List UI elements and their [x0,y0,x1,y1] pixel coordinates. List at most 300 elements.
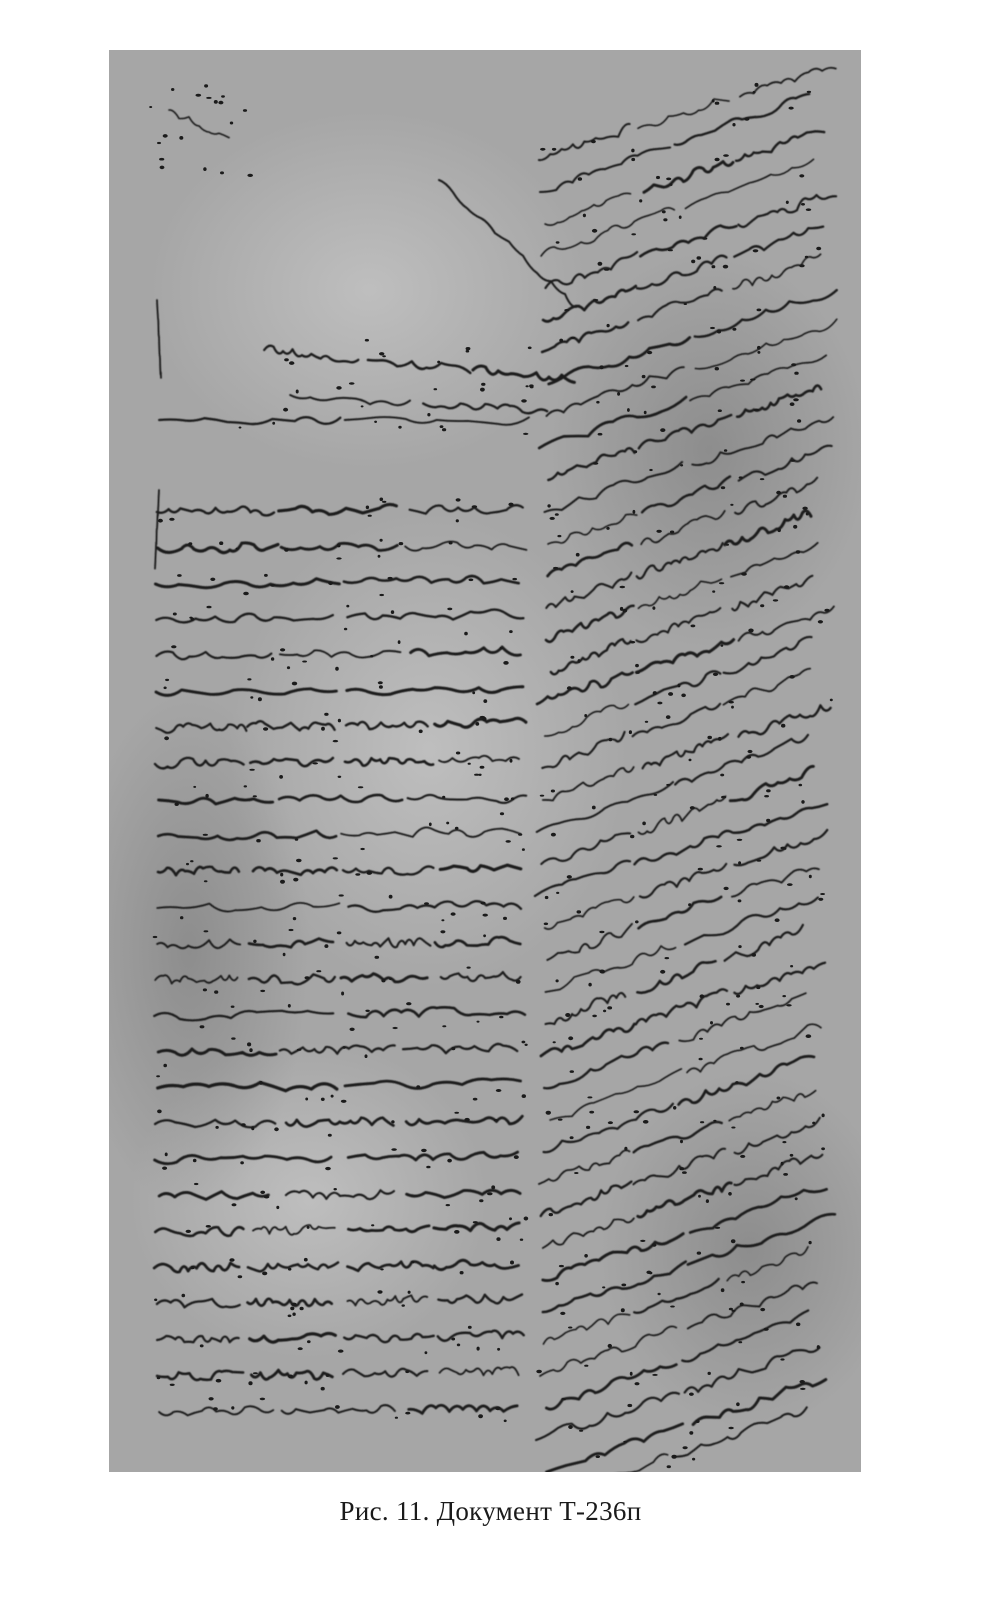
ink-dot [710,327,715,329]
ink-dot [504,1420,507,1423]
ink-dot [698,868,703,871]
ink-dot [658,1293,661,1295]
ink-dot [230,122,233,125]
ink-dot [809,1241,812,1244]
ink-dot [589,1111,594,1114]
ink-dot [713,673,718,676]
ink-dot [288,1375,293,1379]
ink-dot [274,1127,279,1131]
ink-dot [806,512,809,515]
ink-dot [540,148,545,151]
ink-dot [466,347,471,350]
ink-dot [380,539,383,542]
ink-dot [732,328,736,331]
ink-dot [298,1347,303,1350]
ink-dot [640,1240,645,1242]
ink-dot [568,1327,572,1329]
ink-dot [624,1147,627,1151]
ink-dot [214,100,218,104]
ink-dot [737,839,743,841]
ink-dot [649,469,652,471]
ink-dot [204,880,208,882]
ink-dot [292,682,297,686]
ink-dot [440,930,445,933]
ink-dot [707,736,712,739]
ink-dot [375,956,380,959]
ink-dot [764,1328,769,1331]
ink-dot [578,177,582,181]
ink-dot [328,1134,332,1137]
ink-dot [571,590,574,593]
ink-dot [307,1226,310,1229]
ink-dot [666,784,670,786]
ink-dot [480,716,486,718]
ink-dot [599,931,604,933]
ink-dot [203,167,206,171]
ink-dot [651,386,656,389]
ink-dot [335,667,339,671]
ink-dot [259,1081,263,1085]
ink-dot [797,419,801,423]
ink-dot [483,914,488,917]
ink-dot [740,1155,745,1158]
ink-dot [546,1111,551,1115]
ink-dot [379,352,384,355]
ink-dot [645,721,648,723]
ink-dot [712,590,715,592]
ink-dot [416,1085,420,1088]
ink-dot [721,644,724,647]
ink-dot [780,847,785,850]
ink-dot [358,786,363,788]
ink-dot [666,178,671,181]
ink-dot [388,577,393,580]
ink-dot [599,970,605,974]
ink-dot [690,806,695,809]
ink-dot [220,171,224,174]
ink-dot [720,774,724,777]
ink-dot [643,1120,649,1124]
ink-dot [592,1015,597,1018]
ink-dot [565,1013,570,1017]
ink-dot [793,525,797,529]
ink-dot [801,203,805,206]
ink-dot [757,309,762,312]
ink-dot [670,531,674,534]
ink-dot [807,91,811,93]
ink-dot [732,123,735,126]
ink-dot [553,1041,556,1043]
ink-dot [717,330,721,334]
ink-dot [604,269,609,271]
ink-dot [391,1120,394,1123]
ink-dot [380,1268,383,1270]
ink-dot [757,860,762,862]
ink-dot [821,1147,825,1150]
ink-dot [454,1230,459,1234]
ink-dot [483,934,486,937]
ink-dot [522,848,525,851]
ink-dot [755,83,759,87]
ink-dot [536,1370,542,1373]
ink-dot [630,641,635,644]
ink-dot [689,1431,693,1435]
ink-dot [421,1149,427,1152]
ink-dot [633,450,637,453]
ink-dot [191,1266,195,1269]
ink-dot [487,1192,493,1195]
ink-dot [750,379,755,381]
ink-dot [652,606,655,609]
ink-dot [596,401,599,404]
ink-dot [149,106,152,108]
ink-dot [305,976,310,979]
ink-dot [196,94,202,97]
ink-dot [171,645,176,648]
ink-dot [621,1284,626,1287]
ink-dot [570,1070,574,1073]
ink-dot [721,796,726,799]
ink-dot [635,920,639,923]
ink-dot [736,1402,740,1406]
ink-dot [520,1239,523,1241]
ink-dot [341,992,344,996]
ink-dot [598,262,603,266]
ink-dot [283,953,286,956]
ink-dot [449,541,453,544]
ink-dot [802,507,807,510]
ink-dot [754,409,759,412]
ink-dot [157,1377,161,1380]
ink-dot [335,1405,340,1409]
ink-dot [728,1192,732,1196]
ink-dot [588,983,591,987]
ink-dot [163,1064,167,1068]
ink-dot [231,1006,235,1008]
ink-dot [365,339,369,342]
ink-dot [782,1141,786,1143]
ink-dot [526,385,529,387]
ink-dot [766,819,770,822]
ink-dot [775,918,780,922]
ink-dot [586,1126,590,1129]
ink-dot [324,713,328,716]
ink-dot [606,527,609,530]
ink-dot [162,1167,167,1170]
ink-dot [241,1123,246,1126]
ink-dot [600,365,604,369]
ink-dot [790,1154,794,1157]
ink-dot [171,88,174,91]
ink-dot [689,759,692,762]
ink-dot [213,1407,218,1410]
ink-dot [321,727,325,731]
ink-dot [598,433,603,436]
ink-dot [215,1126,218,1129]
ink-dot [325,1167,331,1170]
ink-dot [691,625,696,628]
ink-dot [512,578,517,580]
ink-dot [570,1136,574,1139]
ink-dot [738,861,741,865]
ink-dot [558,1119,563,1121]
ink-dot [188,542,192,545]
ink-dot [165,1153,168,1157]
ink-dot [312,762,318,764]
ink-dot [564,309,569,311]
ink-dot [427,413,430,416]
ink-dot [190,860,193,862]
ink-dot [706,1199,709,1203]
ink-dot [389,978,392,980]
ink-dot [447,1159,452,1163]
ink-dot [731,1239,736,1243]
ink-dot [584,714,587,717]
ink-dot [216,1379,222,1383]
ink-dot [778,528,781,532]
ink-dot [500,647,503,649]
ink-dot [434,388,438,390]
ink-dot [603,1010,606,1013]
ink-dot [499,1016,503,1019]
ink-dot [721,486,725,489]
ink-dot [783,495,787,498]
ink-dot [244,785,247,787]
ink-dot [731,706,734,709]
ink-dot [679,1167,684,1170]
ink-dot [232,1203,237,1206]
ink-dot [391,610,394,614]
ink-dot [249,1048,252,1052]
ink-dot [718,737,722,741]
ink-dot [229,1258,234,1262]
ink-dot [697,1252,701,1255]
ink-dot [247,174,253,177]
ink-dot [506,840,511,843]
ink-dot [280,648,285,651]
ink-dot [446,822,449,825]
ink-dot [668,249,673,251]
ink-dot [550,517,555,520]
ink-dot [555,1282,559,1285]
ink-dot [157,1110,162,1114]
ink-dot [796,550,800,553]
ink-dot [647,351,652,354]
ink-dot [355,873,360,875]
ink-dot [789,675,794,679]
ink-dot [497,1348,500,1351]
ink-dot [646,1271,651,1274]
ink-dot [203,834,208,836]
ink-dot [468,1326,472,1329]
ink-dot [342,1046,345,1049]
ink-dot [466,350,470,353]
ink-dot [781,724,785,728]
ink-dot [663,218,667,221]
ink-dot [801,800,804,804]
ink-dot [748,750,753,753]
ink-dot [326,1374,330,1377]
ink-dot [697,256,702,259]
ink-dot [809,875,812,878]
ink-dot [790,460,795,462]
ink-dot [169,518,174,521]
ink-dot [592,806,596,810]
ink-dot [288,1004,291,1008]
ink-dot [480,388,485,392]
ink-dot [160,166,165,170]
ink-dot [691,260,695,264]
ink-dot [460,1271,464,1274]
ink-dot [360,848,364,850]
ink-dot [264,574,268,577]
ink-dot [818,898,823,901]
ink-dot [295,838,298,840]
ink-dot [170,1384,175,1386]
ink-dot [784,585,789,588]
ink-dot [713,286,716,289]
ink-dot [365,1010,369,1012]
ink-dot [159,158,164,161]
ink-dot [790,402,795,406]
ink-dot [446,1204,450,1206]
ink-dot [321,1098,325,1101]
ink-dot [608,1344,612,1348]
ink-dot [780,1358,784,1360]
ink-dot [408,1291,411,1294]
ink-dot [795,1197,798,1200]
ink-dot [777,1097,781,1100]
ink-dot [630,835,634,839]
ink-dot [283,408,288,412]
ink-dot [620,607,623,611]
ink-dot [682,1171,687,1174]
ink-dot [293,878,298,882]
ink-dot [791,363,796,366]
ink-dot [370,655,373,657]
ink-dot [477,1021,480,1023]
ink-dot [528,347,532,350]
ink-dot [524,1217,529,1221]
ink-dot [511,797,514,800]
ink-dot [391,1148,396,1151]
ink-dot [555,513,559,516]
ink-dot [380,498,384,502]
ink-dot [799,174,804,177]
ink-dot [491,1185,495,1189]
ink-dot [700,994,705,998]
ink-dot [790,965,793,967]
ink-dot [371,1224,374,1226]
ink-dot [738,899,742,902]
ink-dot [631,233,636,235]
ink-dot [180,916,183,919]
ink-dot [361,405,364,407]
ink-dot [236,548,239,550]
ink-dot [730,504,733,506]
ink-dot [457,1344,460,1347]
ink-dot [186,1230,191,1233]
ink-dot [776,491,781,495]
ink-dot [688,903,691,906]
ink-dot [576,553,580,557]
ink-dot [712,265,716,268]
ink-dot [608,1121,613,1124]
ink-dot [799,264,804,267]
ink-dot [469,579,474,582]
ink-dot [305,1381,308,1385]
ink-dot [451,1338,455,1341]
ink-dot [405,1412,410,1415]
ink-dot [521,399,527,402]
ink-dot [670,1306,675,1308]
ink-dot [556,892,559,894]
ink-dot [473,1221,478,1223]
ink-dot [723,265,728,269]
ink-dot [270,584,275,587]
ink-dot [455,827,459,830]
ink-dot [341,1100,347,1103]
ink-dot [729,701,734,704]
ink-dot [204,930,209,932]
ink-dot [350,1028,355,1031]
ink-dot [426,1166,430,1169]
ink-dot [787,883,793,886]
ink-dot [591,140,596,143]
ink-dot [316,970,321,972]
ink-dot [454,1112,459,1114]
ink-dot [523,433,528,435]
ink-dot [331,1095,334,1098]
ink-dot [673,1106,676,1110]
ink-dot [786,201,789,204]
ink-dot [609,738,612,741]
ink-dot [757,351,760,354]
ink-dot [642,375,646,378]
ink-dot [503,661,508,665]
ink-dot [442,796,445,799]
ink-dot [782,995,786,997]
ink-dot [474,774,479,776]
ink-dot [806,208,811,211]
ink-dot [333,857,338,859]
ink-dot [437,361,440,364]
ink-dot [154,1299,157,1302]
ink-dot [248,1381,252,1385]
ink-dot [424,902,429,905]
ink-dot [200,1344,204,1347]
ink-dot [258,697,262,701]
ink-dot [574,1172,578,1174]
ink-dot [607,1006,612,1009]
ink-dot [617,392,620,396]
ink-dot [402,1304,405,1306]
ink-dot [635,664,639,667]
ink-dot [251,1126,254,1130]
ink-dot [583,214,586,218]
ink-dot [735,1081,738,1084]
ink-dot [451,912,456,915]
ink-dot [660,428,665,432]
ink-dot [333,740,338,742]
ink-dot [623,1441,627,1443]
ink-dot [728,1427,733,1429]
ink-dot [741,1281,745,1283]
ink-dot [689,1393,694,1396]
ink-dot [587,1096,592,1098]
ink-dot [165,679,169,681]
ink-dot [639,199,642,202]
